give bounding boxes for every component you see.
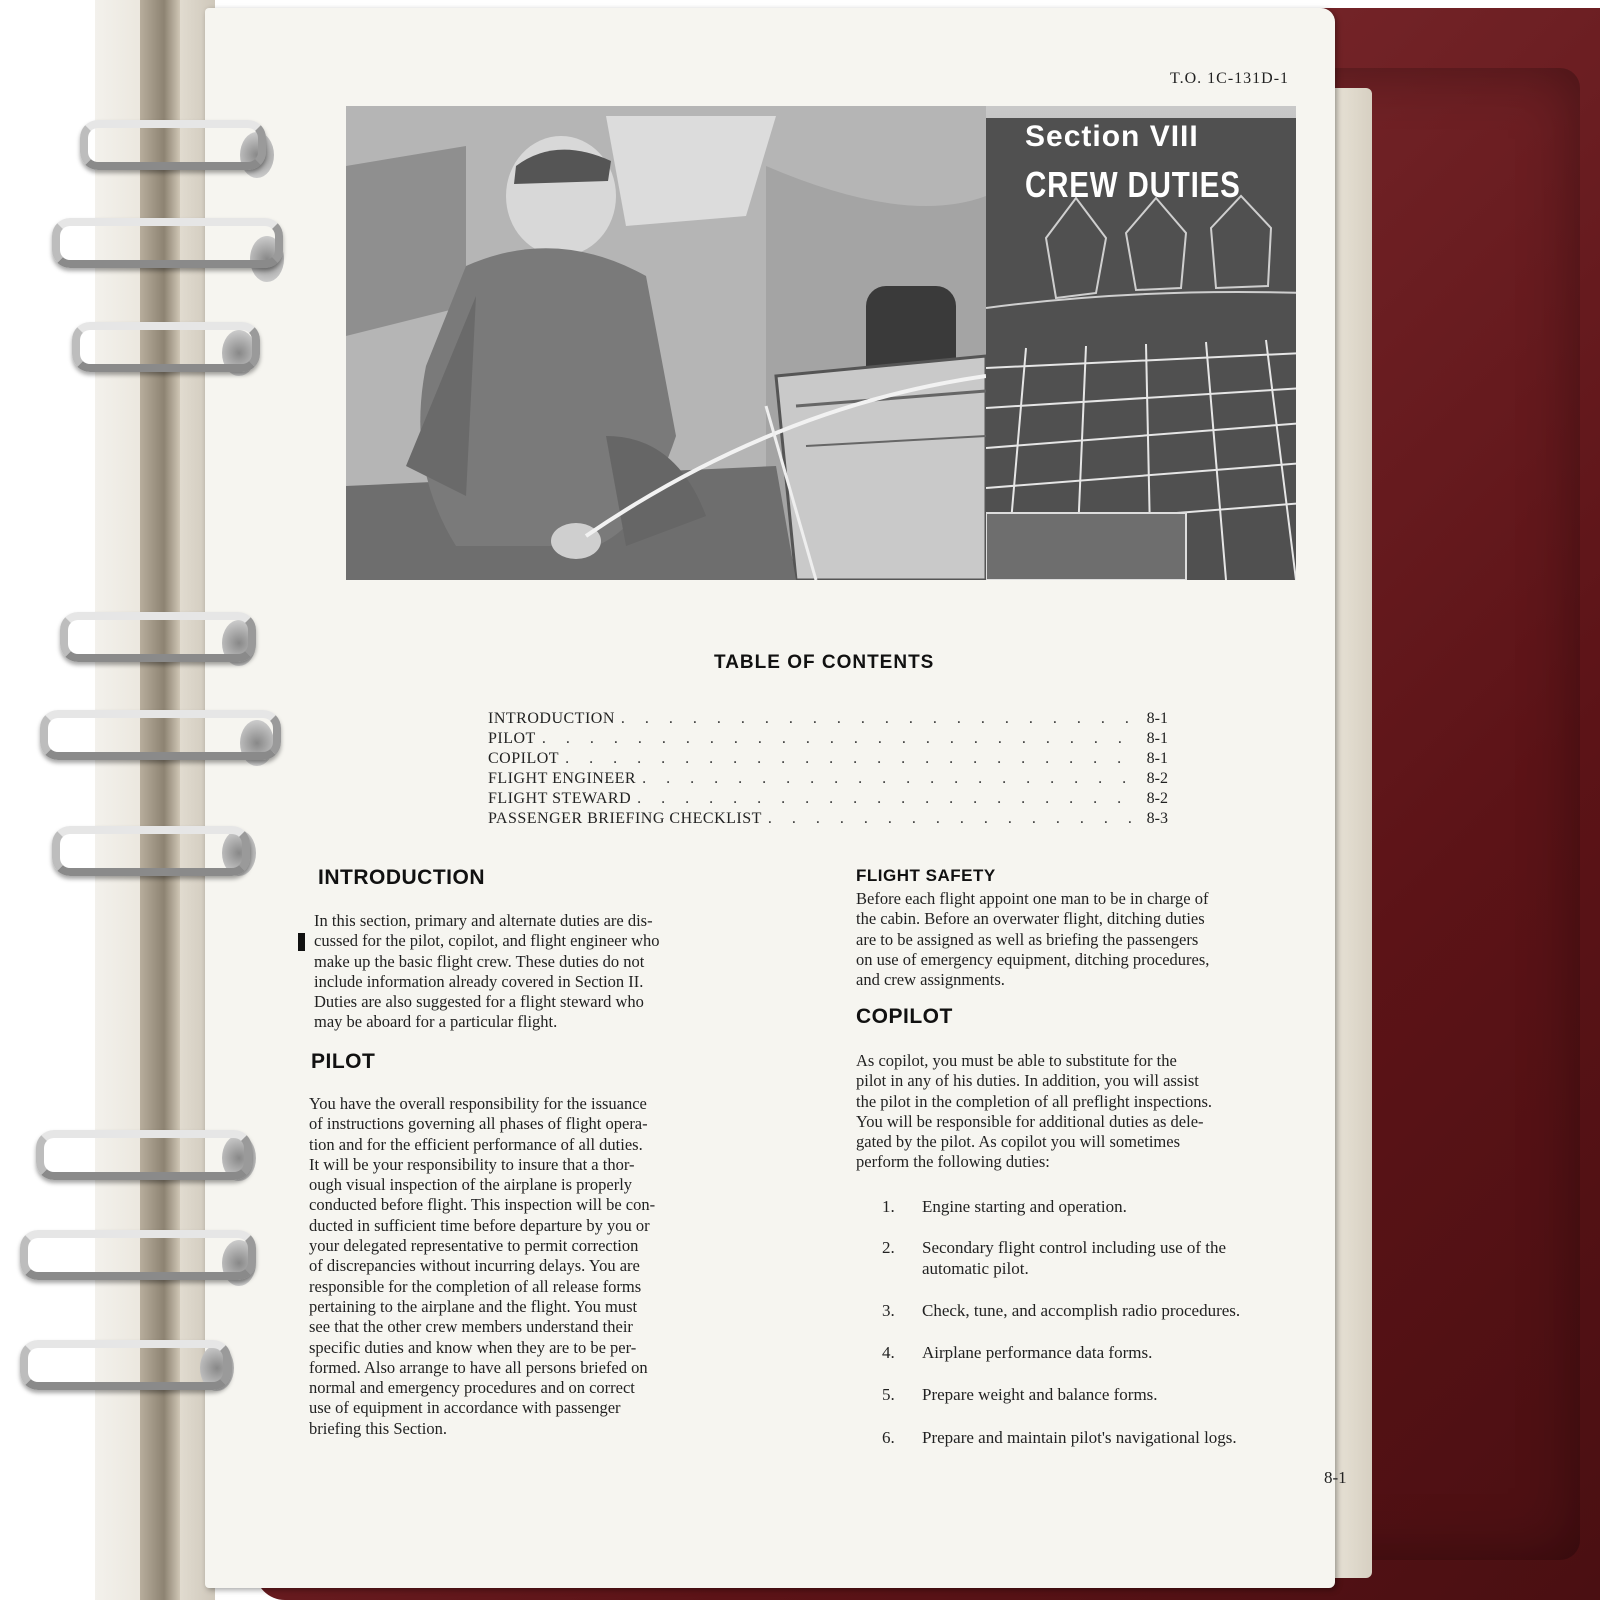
list-item-number: 2. [882, 1238, 895, 1257]
toc-leader-dots [642, 770, 1141, 788]
pilot-text [309, 1094, 655, 1439]
toc-entry-page: 8-1 [1146, 730, 1168, 747]
flight-safety-heading: FLIGHT SAFETY [856, 866, 996, 885]
list-item-text [922, 1427, 1237, 1448]
text-line: ough visual inspection of the airplane is properly [309, 1175, 633, 1195]
text-line: the pilot in the completion of all preflight inspections. [856, 1091, 1213, 1111]
toc-entry[interactable] [488, 790, 1168, 810]
binder-ring [20, 1340, 231, 1390]
list-item [882, 1237, 1226, 1279]
text-line: You will be responsible for additional duties as dele- [856, 1111, 1204, 1131]
text-line: tion and for the efficient performance of all duties. [309, 1134, 643, 1154]
binder-ring [80, 120, 266, 170]
text-line: of discrepancies without incurring delays. You are [309, 1256, 640, 1276]
text-line: Check, tune, and accomplish radio procedures. [922, 1301, 1241, 1320]
toc-leader-dots [542, 730, 1141, 748]
text-line: responsible for the completion of all release forms [309, 1276, 642, 1296]
toc-leader-dots [768, 810, 1141, 828]
table-of-contents [488, 710, 1168, 830]
text-line: use of equipment in accordance with passenger [309, 1398, 621, 1418]
text-line: gated by the pilot. As copilot you will sometimes [856, 1132, 1181, 1152]
list-item [882, 1342, 1152, 1363]
toc-entry-label: PILOT [488, 730, 536, 747]
toc-entry-label: FLIGHT STEWARD [488, 790, 632, 807]
introduction-heading: INTRODUCTION [318, 866, 485, 889]
list-item [882, 1384, 1158, 1405]
toc-entry-page: 8-2 [1146, 790, 1168, 807]
page-number: 8-1 [1324, 1468, 1347, 1487]
toc-entry-label: INTRODUCTION [488, 710, 615, 727]
list-item-text [922, 1237, 1226, 1279]
list-item-number: 6. [882, 1428, 895, 1447]
list-item-text [922, 1196, 1127, 1217]
text-line: You have the overall responsibility for the issuance [309, 1094, 647, 1113]
list-item-number: 1. [882, 1197, 895, 1216]
text-line: Engine starting and operation. [922, 1197, 1127, 1216]
toc-leader-dots [637, 790, 1141, 808]
text-line: Prepare and maintain pilot's navigational logs. [922, 1428, 1237, 1447]
toc-entry-page: 8-1 [1146, 710, 1168, 727]
text-line: As copilot, you must be able to substitute for the [856, 1051, 1177, 1070]
text-line: Prepare weight and balance forms. [922, 1385, 1158, 1404]
list-item-text [922, 1300, 1240, 1321]
text-line: on use of emergency equipment, ditching procedures, [856, 949, 1210, 969]
copilot-heading: COPILOT [856, 1005, 953, 1028]
toc-entry[interactable] [488, 750, 1168, 770]
text-line: pilot in any of his duties. In addition, you will assist [856, 1071, 1199, 1091]
text-line: may be aboard for a particular flight. [314, 1012, 558, 1032]
text-line: make up the basic flight crew. These duties do not [314, 951, 645, 971]
binder-ring [72, 322, 260, 372]
text-line: pertaining to the airplane and the flight. You must [309, 1296, 638, 1316]
list-item-number: 5. [882, 1385, 895, 1404]
toc-heading: TABLE OF CONTENTS [714, 652, 935, 673]
toc-leader-dots [565, 750, 1141, 768]
text-line: perform the following duties: [856, 1152, 1050, 1172]
text-line: Airplane performance data forms. [922, 1343, 1153, 1362]
text-line: normal and emergency procedures and on correct [309, 1378, 635, 1398]
text-line: are to be assigned as well as briefing the passengers [856, 929, 1199, 949]
list-item-number: 4. [882, 1343, 895, 1362]
toc-entry-page: 8-3 [1146, 810, 1168, 827]
change-bar [298, 933, 305, 951]
text-line: your delegated representative to permit correction [309, 1236, 639, 1256]
text-line: It will be your responsibility to insure that a thor- [309, 1154, 635, 1174]
text-line: conducted before flight. This inspection will be con- [309, 1195, 656, 1215]
toc-entry-label: PASSENGER BRIEFING CHECKLIST [488, 810, 762, 827]
text-line: Before each flight appoint one man to be in charge of [856, 889, 1209, 908]
toc-entry[interactable] [488, 770, 1168, 790]
section-number: Section VIII [1025, 120, 1199, 153]
text-line: automatic pilot. [922, 1259, 1029, 1278]
list-item-text [922, 1342, 1152, 1363]
toc-entry-label: COPILOT [488, 750, 560, 767]
text-line: cussed for the pilot, copilot, and flight engineer who [314, 931, 660, 951]
binder-ring [52, 826, 250, 876]
binder-ring [40, 710, 281, 760]
stacked-pages-edge [1330, 88, 1372, 1578]
toc-entry[interactable] [488, 810, 1168, 830]
binder-ring [20, 1230, 256, 1280]
text-line: and crew assignments. [856, 970, 1005, 990]
list-item-text [922, 1384, 1158, 1405]
list-item [882, 1427, 1237, 1448]
text-line: In this section, primary and alternate duties are dis- [314, 911, 653, 930]
text-line: of instructions governing all phases of flight opera- [309, 1114, 648, 1134]
text-line: Secondary flight control including use of the [922, 1238, 1227, 1257]
list-item [882, 1196, 1127, 1217]
technical-order-number: T.O. 1C-131D-1 [1170, 70, 1290, 87]
toc-leader-dots [621, 710, 1141, 728]
pilot-heading: PILOT [311, 1050, 376, 1073]
binder-ring [60, 612, 256, 662]
introduction-text [314, 911, 660, 1033]
flight-safety-text [856, 889, 1209, 990]
section-title: CREW DUTIES [1025, 164, 1241, 205]
text-line: briefing this Section. [309, 1418, 447, 1438]
toc-entry[interactable] [488, 710, 1168, 730]
list-item [882, 1300, 1240, 1321]
toc-entry[interactable] [488, 730, 1168, 750]
text-line: see that the other crew members understand their [309, 1317, 633, 1337]
text-line: ducted in sufficient time before departure by you or [309, 1215, 650, 1235]
list-item-number: 3. [882, 1301, 895, 1320]
copilot-text [856, 1051, 1212, 1173]
binder-ring [36, 1130, 252, 1180]
toc-entry-page: 8-2 [1146, 770, 1168, 787]
toc-entry-label: FLIGHT ENGINEER [488, 770, 637, 787]
toc-entry-page: 8-1 [1146, 750, 1168, 767]
binder-ring [52, 218, 283, 268]
text-line: include information already covered in Section II. [314, 971, 644, 991]
text-line: formed. Also arrange to have all persons briefed on [309, 1357, 648, 1377]
text-line: Duties are also suggested for a flight steward who [314, 992, 644, 1012]
text-line: specific duties and know when they are to be per- [309, 1337, 637, 1357]
text-line: the cabin. Before an overwater flight, ditching duties [856, 909, 1205, 929]
